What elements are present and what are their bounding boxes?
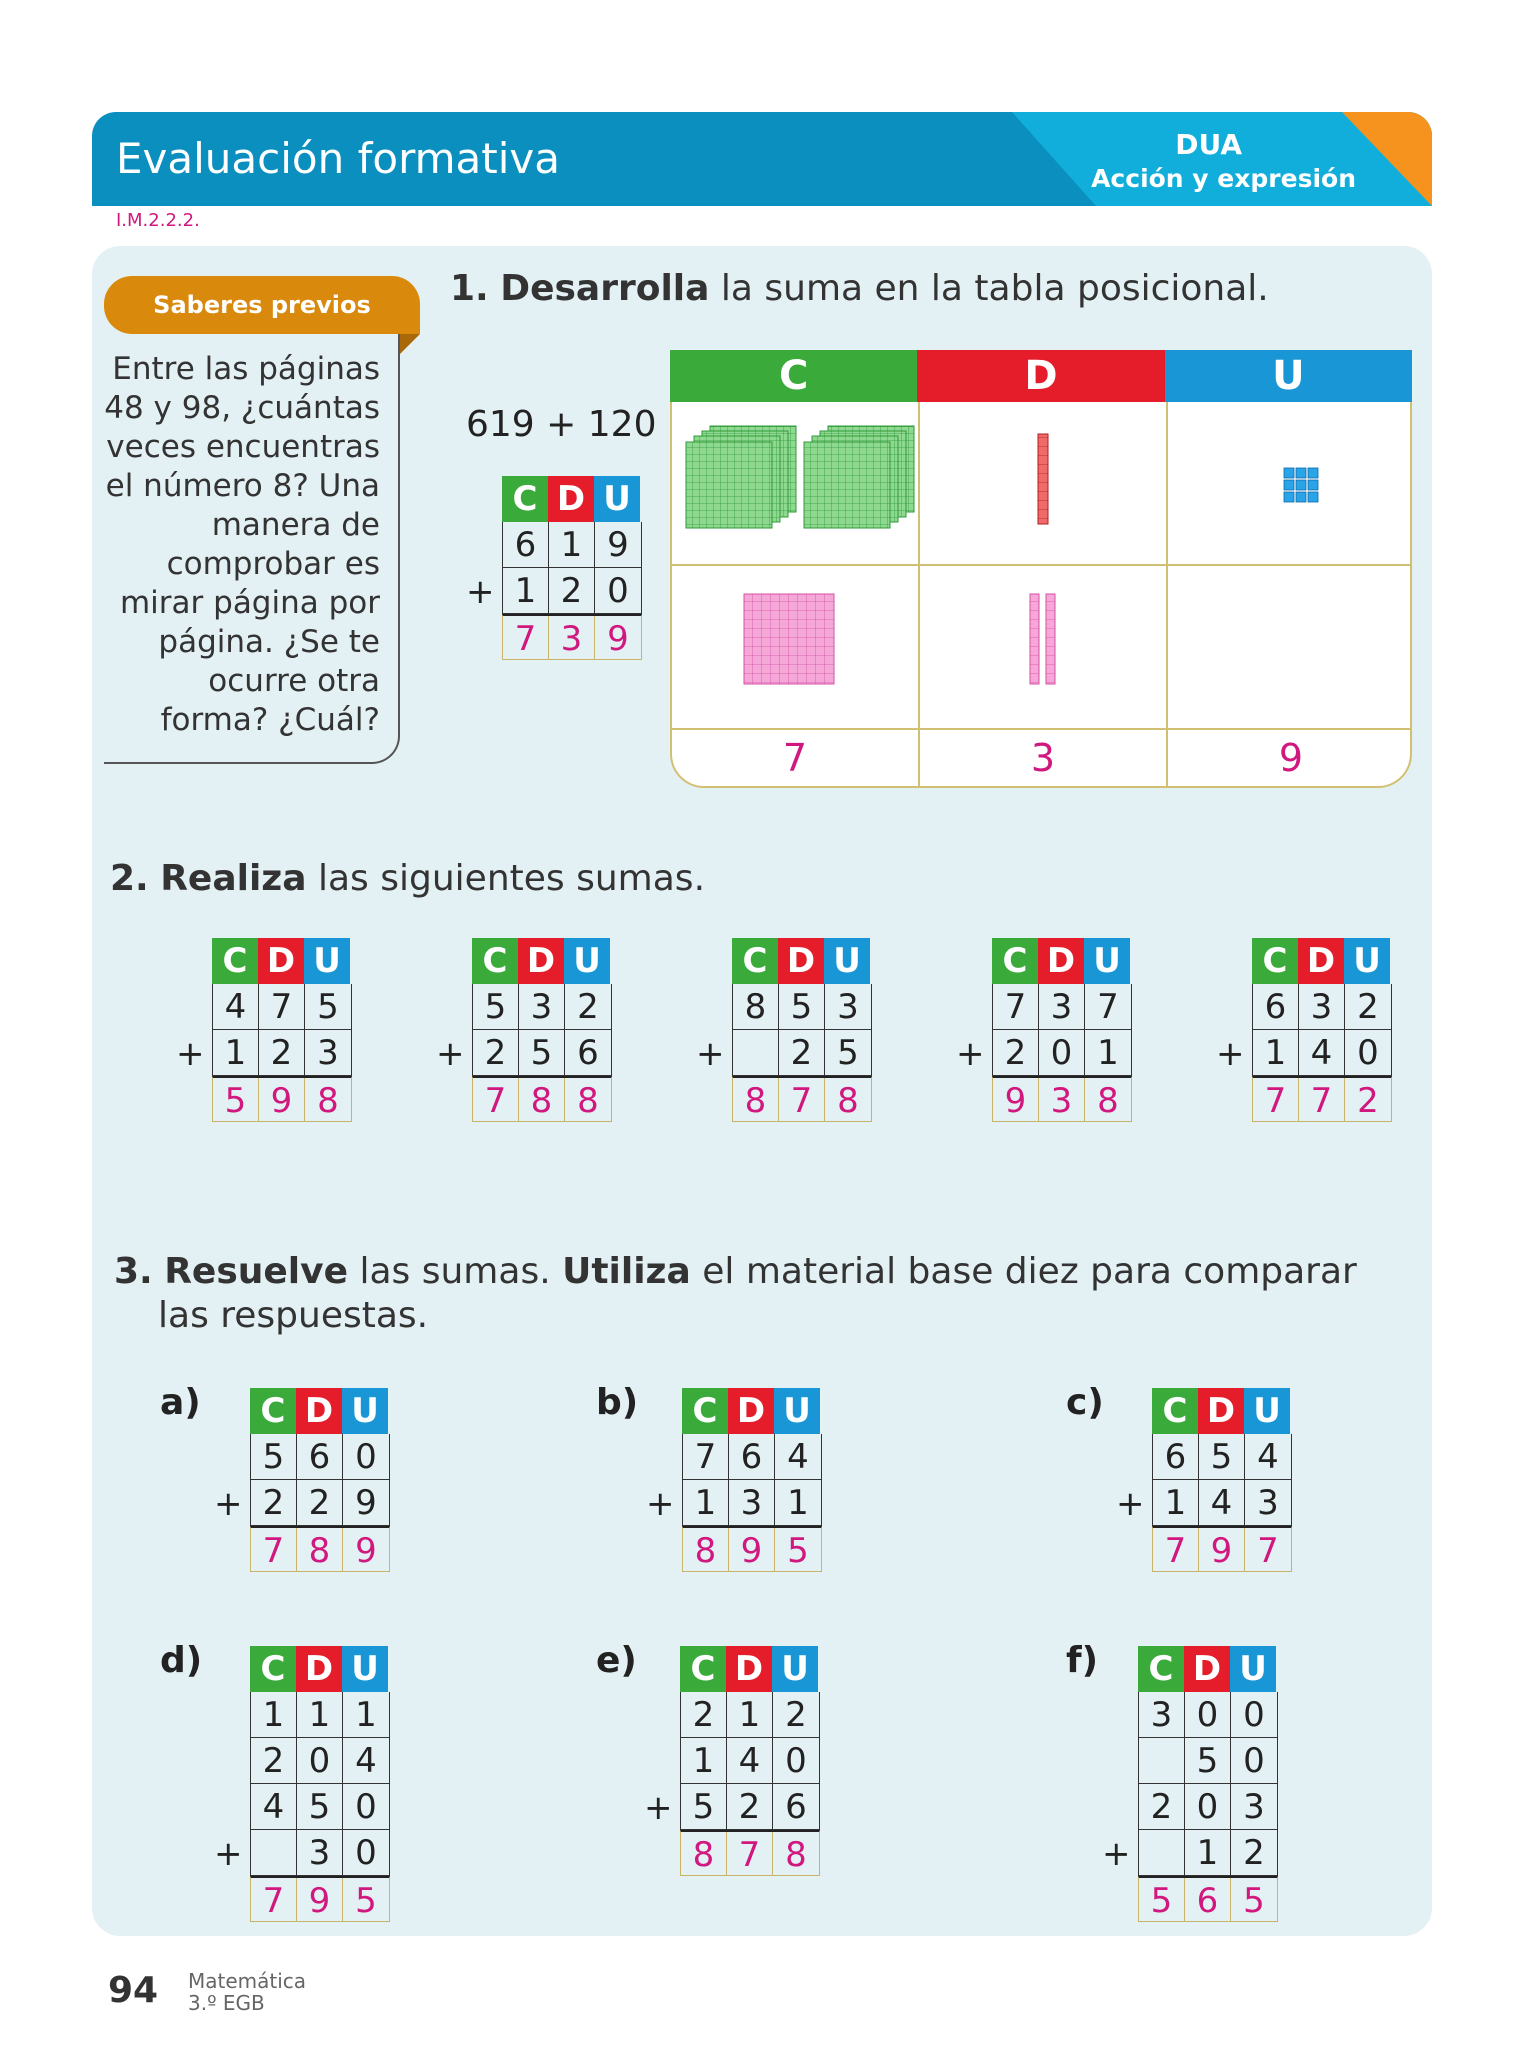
sum-digit: 5 <box>787 1531 809 1571</box>
pv-header-u: U <box>1165 350 1412 402</box>
digit-cell: 0 <box>355 1787 377 1827</box>
sum-digit: 9 <box>607 619 629 659</box>
sum-digit: 9 <box>729 1528 775 1571</box>
digit-cell: 3 <box>1243 1787 1265 1827</box>
digit-cell: 1 <box>787 1483 809 1523</box>
ten-rods-pink-icon <box>920 566 1166 730</box>
page-header <box>92 112 1432 206</box>
sum-row <box>472 1076 612 1122</box>
digit-cell: 9 <box>355 1483 377 1523</box>
digit-cell <box>1139 1830 1185 1875</box>
pv-header <box>670 350 1412 402</box>
digit-cell: 6 <box>297 1434 343 1479</box>
digit-cell: 6 <box>1253 984 1299 1029</box>
digit-cell: 2 <box>727 1784 773 1829</box>
pv-result-d: 3 <box>920 730 1168 786</box>
sum-digit: 3 <box>1039 1078 1085 1121</box>
plus-sign: + <box>436 1034 465 1074</box>
sum-digit: 8 <box>785 1835 807 1875</box>
sum-digit: 8 <box>733 1078 779 1121</box>
addend-row <box>680 1738 820 1784</box>
pv-cell-d1 <box>920 402 1168 566</box>
sum-digit: 9 <box>1199 1528 1245 1571</box>
digit-cell: 0 <box>1243 1741 1265 1781</box>
cdu-header <box>472 938 612 984</box>
sum-digit: 7 <box>251 1878 297 1921</box>
plus-sign: + <box>956 1034 985 1074</box>
digit-cell: 5 <box>251 1434 297 1479</box>
addend-row <box>1152 1480 1292 1526</box>
digit-cell: 0 <box>1185 1692 1231 1737</box>
digit-cell: 4 <box>787 1437 809 1477</box>
sum-digit: 5 <box>355 1881 377 1921</box>
sum-digit: 9 <box>297 1878 343 1921</box>
digit-cell: 2 <box>785 1695 807 1735</box>
cdu-header-d: D <box>548 476 594 522</box>
cdu-header <box>682 1388 822 1434</box>
sum-row <box>992 1076 1132 1122</box>
digit-cell: 6 <box>503 522 549 567</box>
addend-row <box>472 984 612 1030</box>
cdu-header-d: D <box>778 938 824 984</box>
ex1-cdu-table <box>466 476 642 660</box>
digit-cell: 5 <box>681 1784 727 1829</box>
digit-cell: 5 <box>297 1784 343 1829</box>
ex1-title: 1. Desarrolla la suma en la tabla posicional. <box>450 268 1269 309</box>
ex2-item-4 <box>956 938 1132 1122</box>
sum-row <box>502 614 642 660</box>
digit-cell: 5 <box>837 1033 859 1073</box>
addend-row <box>502 522 642 568</box>
digit-cell: 7 <box>683 1434 729 1479</box>
sum-digit: 7 <box>473 1078 519 1121</box>
addend-row <box>1138 1692 1278 1738</box>
sum-row <box>1138 1876 1278 1922</box>
pv-header-c: C <box>670 350 917 402</box>
ex2-item-2 <box>436 938 612 1122</box>
ex2-item-5 <box>1216 938 1392 1122</box>
digit-cell: 3 <box>519 984 565 1029</box>
digit-cell: 0 <box>1185 1784 1231 1829</box>
digit-cell: 6 <box>785 1787 807 1827</box>
cdu-header-u: U <box>1244 1388 1290 1434</box>
plus-sign: + <box>1216 1034 1245 1074</box>
cdu-header-d: D <box>296 1646 342 1692</box>
addend-row <box>1152 1434 1292 1480</box>
digit-cell: 7 <box>993 984 1039 1029</box>
digit-cell: 1 <box>727 1692 773 1737</box>
ex3-letter-d: d) <box>160 1640 203 1681</box>
ex3-item-e <box>644 1646 820 1876</box>
footer-subject: Matemática 3.º EGB <box>188 1969 307 2015</box>
digit-cell: 3 <box>1257 1483 1279 1523</box>
cdu-header-u: U <box>342 1646 388 1692</box>
page-number: 94 <box>108 1970 159 2011</box>
digit-cell: 6 <box>729 1434 775 1479</box>
digit-cell: 6 <box>577 1033 599 1073</box>
sum-digit: 9 <box>259 1078 305 1121</box>
sum-digit: 7 <box>727 1832 773 1875</box>
sum-digit: 7 <box>1253 1078 1299 1121</box>
ex3-item-f <box>1102 1646 1278 1922</box>
cdu-header-d: D <box>1198 1388 1244 1434</box>
sum-digit: 2 <box>1357 1081 1379 1121</box>
pv-header-d: D <box>917 350 1164 402</box>
digit-cell: 3 <box>317 1033 339 1073</box>
ex2-item-1 <box>176 938 352 1122</box>
digit-cell: 1 <box>1185 1830 1231 1875</box>
digit-cell: 4 <box>355 1741 377 1781</box>
cdu-header-u: U <box>594 476 640 522</box>
cdu-header-c: C <box>212 938 258 984</box>
digit-cell: 2 <box>251 1480 297 1525</box>
addend-row <box>732 1030 872 1076</box>
ex2-item-3 <box>696 938 872 1122</box>
plus-sign: + <box>644 1788 673 1828</box>
cdu-header-u: U <box>1344 938 1390 984</box>
digit-cell: 4 <box>1257 1437 1279 1477</box>
digit-cell: 1 <box>1253 1030 1299 1075</box>
pv-cell-u2 <box>1168 566 1412 730</box>
sum-row <box>1252 1076 1392 1122</box>
addend-row <box>212 984 352 1030</box>
ex3-letter-e: e) <box>596 1640 637 1681</box>
digit-cell: 2 <box>1139 1784 1185 1829</box>
digit-cell: 2 <box>549 568 595 613</box>
digit-cell: 0 <box>1357 1033 1379 1073</box>
addend-row <box>1138 1784 1278 1830</box>
sum-digit: 9 <box>993 1078 1039 1121</box>
digit-cell: 2 <box>779 1030 825 1075</box>
cdu-header-u: U <box>772 1646 818 1692</box>
cdu-header-u: U <box>1230 1646 1276 1692</box>
saberes-tab: Saberes previos <box>104 276 420 334</box>
saberes-text: Entre las páginas 48 y 98, ¿cuántas veces encuentras el número 8? Una manera de comprobar es mirar página por página. ¿Se te ocurre otra forma? ¿Cuál? <box>104 351 380 738</box>
digit-cell: 3 <box>1139 1692 1185 1737</box>
pv-result-c: 7 <box>672 730 920 786</box>
sum-digit: 5 <box>1139 1878 1185 1921</box>
digit-cell: 1 <box>683 1480 729 1525</box>
cdu-header-c: C <box>1152 1388 1198 1434</box>
digit-cell: 2 <box>1357 987 1379 1027</box>
ex1-expression: 619 + 120 <box>466 404 657 445</box>
digit-cell: 4 <box>213 984 259 1029</box>
cdu-header-u: U <box>774 1388 820 1434</box>
digit-cell: 6 <box>1153 1434 1199 1479</box>
cdu-header <box>1252 938 1392 984</box>
digit-cell: 3 <box>729 1480 775 1525</box>
sum-row <box>680 1830 820 1876</box>
cdu-header-d: D <box>518 938 564 984</box>
digit-cell: 2 <box>473 1030 519 1075</box>
digit-cell: 7 <box>259 984 305 1029</box>
addend-row <box>732 984 872 1030</box>
cdu-header-u: U <box>342 1388 388 1434</box>
digit-cell: 0 <box>1243 1695 1265 1735</box>
addend-row <box>250 1784 390 1830</box>
ex3-letter-f: f) <box>1066 1640 1099 1681</box>
ten-rod-red-icon <box>920 402 1166 566</box>
digit-cell: 5 <box>1185 1738 1231 1783</box>
cdu-header-u: U <box>1084 938 1130 984</box>
ex3-title: 3. Resuelve las sumas. Utiliza el material base diez para comparar las respuestas. <box>114 1251 1357 1336</box>
plus-sign: + <box>696 1034 725 1074</box>
digit-cell: 3 <box>1039 984 1085 1029</box>
cdu-header-c: C <box>992 938 1038 984</box>
sum-row <box>212 1076 352 1122</box>
pv-result-u: 9 <box>1278 736 1304 780</box>
sum-digit: 9 <box>355 1531 377 1571</box>
addend-row <box>1138 1830 1278 1876</box>
digit-cell: 0 <box>297 1738 343 1783</box>
digit-cell: 0 <box>785 1741 807 1781</box>
addend-row <box>472 1030 612 1076</box>
digit-cell: 1 <box>549 522 595 567</box>
sum-digit: 7 <box>251 1528 297 1571</box>
digit-cell: 1 <box>297 1692 343 1737</box>
ex3-item-a <box>214 1388 390 1572</box>
plus-sign: + <box>1116 1484 1145 1524</box>
digit-cell: 1 <box>251 1692 297 1737</box>
sum-row <box>732 1076 872 1122</box>
digit-cell: 3 <box>1299 984 1345 1029</box>
cdu-header-c: C <box>682 1388 728 1434</box>
ex3-letter-c: c) <box>1066 1382 1104 1423</box>
plus-sign: + <box>214 1484 243 1524</box>
digit-cell: 9 <box>607 525 629 565</box>
cdu-header-u: U <box>824 938 870 984</box>
sum-digit: 8 <box>1097 1081 1119 1121</box>
addend-row <box>680 1784 820 1830</box>
cdu-header-c: C <box>502 476 548 522</box>
plus-sign: + <box>646 1484 675 1524</box>
addend-row <box>250 1738 390 1784</box>
addend-row <box>250 1692 390 1738</box>
addend-row <box>1252 1030 1392 1076</box>
sum-digit: 8 <box>683 1528 729 1571</box>
sum-digit: 3 <box>549 616 595 659</box>
digit-cell: 2 <box>251 1738 297 1783</box>
digit-cell: 1 <box>503 568 549 613</box>
cdu-header-d: D <box>726 1646 772 1692</box>
hundred-flat-pink-icon <box>672 566 918 730</box>
addend-row <box>250 1434 390 1480</box>
ex3-letter-a: a) <box>160 1382 201 1423</box>
digit-cell: 0 <box>1039 1030 1085 1075</box>
cdu-header-d: D <box>1298 938 1344 984</box>
sum-row <box>250 1526 390 1572</box>
digit-cell: 1 <box>1153 1480 1199 1525</box>
digit-cell: 4 <box>727 1738 773 1783</box>
addend-row <box>682 1434 822 1480</box>
digit-cell: 4 <box>1199 1480 1245 1525</box>
cdu-header <box>992 938 1132 984</box>
digit-cell: 5 <box>1199 1434 1245 1479</box>
digit-cell: 2 <box>681 1692 727 1737</box>
cdu-header-c: C <box>732 938 778 984</box>
cdu-header-d: D <box>1038 938 1084 984</box>
cdu-header <box>502 476 642 522</box>
addend-row <box>212 1030 352 1076</box>
addend-row <box>250 1830 390 1876</box>
unit-cubes-blue-icon <box>1168 402 1412 566</box>
cdu-header-u: U <box>564 938 610 984</box>
page-title: Evaluación formativa <box>116 134 560 183</box>
sum-digit: 5 <box>1243 1881 1265 1921</box>
plus-sign: + <box>176 1034 205 1074</box>
cdu-header-c: C <box>250 1388 296 1434</box>
dua-title: DUA <box>1175 128 1242 161</box>
sum-digit: 7 <box>1299 1078 1345 1121</box>
sum-row <box>1152 1526 1292 1572</box>
sum-digit: 7 <box>1153 1528 1199 1571</box>
sum-digit: 7 <box>503 616 549 659</box>
cdu-header-c: C <box>680 1646 726 1692</box>
digit-cell: 1 <box>355 1695 377 1735</box>
digit-cell: 1 <box>681 1738 727 1783</box>
addend-row <box>1252 984 1392 1030</box>
sum-digit: 6 <box>1185 1878 1231 1921</box>
digit-cell: 0 <box>355 1437 377 1477</box>
sum-digit: 8 <box>519 1078 565 1121</box>
pv-cell-u1 <box>1168 402 1412 566</box>
cdu-header <box>250 1646 390 1692</box>
cdu-header-c: C <box>472 938 518 984</box>
cdu-header-c: C <box>250 1646 296 1692</box>
ex3-letter-b: b) <box>596 1382 639 1423</box>
pv-cell-c2 <box>672 566 920 730</box>
addend-row <box>992 984 1132 1030</box>
digit-cell: 3 <box>837 987 859 1027</box>
cdu-header <box>212 938 352 984</box>
sum-digit: 8 <box>577 1081 599 1121</box>
sum-row <box>682 1526 822 1572</box>
digit-cell: 2 <box>577 987 599 1027</box>
sum-digit: 5 <box>213 1078 259 1121</box>
cdu-header <box>680 1646 820 1692</box>
ex2-title: 2. Realiza las siguientes sumas. <box>110 858 706 899</box>
cdu-header-d: D <box>1184 1646 1230 1692</box>
pv-cell-d2 <box>920 566 1168 730</box>
cdu-header <box>1138 1646 1278 1692</box>
digit-cell: 8 <box>733 984 779 1029</box>
cdu-header-c: C <box>1138 1646 1184 1692</box>
digit-cell <box>251 1830 297 1875</box>
addend-row <box>250 1480 390 1526</box>
digit-cell: 7 <box>1097 987 1119 1027</box>
digit-cell: 1 <box>1097 1033 1119 1073</box>
sum-digit: 8 <box>681 1832 727 1875</box>
digit-cell: 2 <box>1243 1833 1265 1873</box>
digit-cell: 5 <box>317 987 339 1027</box>
plus-sign: + <box>466 572 495 612</box>
cdu-header-d: D <box>296 1388 342 1434</box>
digit-cell: 2 <box>297 1480 343 1525</box>
cdu-header <box>1152 1388 1292 1434</box>
digit-cell: 5 <box>519 1030 565 1075</box>
indicator-code: I.M.2.2.2. <box>116 210 200 231</box>
cdu-header-u: U <box>304 938 350 984</box>
digit-cell: 4 <box>1299 1030 1345 1075</box>
digit-cell: 1 <box>213 1030 259 1075</box>
place-value-table <box>670 350 1412 788</box>
sum-row <box>250 1876 390 1922</box>
sum-digit: 8 <box>297 1528 343 1571</box>
digit-cell: 5 <box>779 984 825 1029</box>
digit-cell <box>733 1030 779 1075</box>
pv-cell-c1 <box>672 402 920 566</box>
digit-cell: 2 <box>259 1030 305 1075</box>
digit-cell: 4 <box>251 1784 297 1829</box>
dua-subtitle: Acción y expresión <box>1091 164 1356 193</box>
cdu-header <box>732 938 872 984</box>
addend-row <box>502 568 642 614</box>
sum-digit: 7 <box>1257 1531 1279 1571</box>
plus-sign: + <box>1102 1834 1131 1874</box>
cdu-header-d: D <box>728 1388 774 1434</box>
ex3-item-c <box>1116 1388 1292 1572</box>
digit-cell: 5 <box>473 984 519 1029</box>
ex3-item-d <box>214 1646 390 1922</box>
sum-digit: 7 <box>779 1078 825 1121</box>
cdu-header-c: C <box>1252 938 1298 984</box>
digit-cell <box>1139 1738 1185 1783</box>
hundred-flats-green-icon <box>672 402 918 566</box>
digit-cell: 0 <box>355 1833 377 1873</box>
cdu-header <box>250 1388 390 1434</box>
ex3-item-b <box>646 1388 822 1572</box>
sum-digit: 8 <box>837 1081 859 1121</box>
digit-cell: 2 <box>993 1030 1039 1075</box>
cdu-header-d: D <box>258 938 304 984</box>
digit-cell: 0 <box>607 571 629 611</box>
addend-row <box>680 1692 820 1738</box>
addend-row <box>992 1030 1132 1076</box>
sum-digit: 8 <box>317 1081 339 1121</box>
addend-row <box>682 1480 822 1526</box>
digit-cell: 3 <box>297 1830 343 1875</box>
plus-sign: + <box>214 1834 243 1874</box>
addend-row <box>1138 1738 1278 1784</box>
